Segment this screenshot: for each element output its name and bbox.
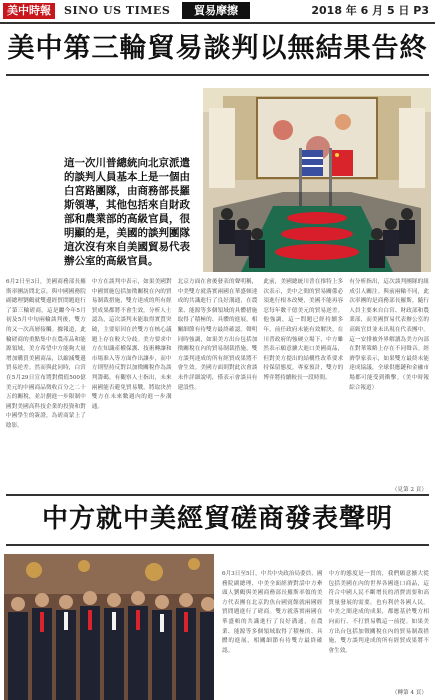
article-1-column-1: 6月2日至3日，美國商務部長羅斯率團訪問北京，與中國國務院副總理劉鶴就雙邊經貿問題進行了第三輪磋商。這是繼今年5月初及5月中旬兩輪談判後，雙方的又一次高層接觸。據報道，此輪磋商的重點集中在農產品和能源領域，美方希望中方能夠大量增加購買美國商品，以縮減雙邊貿易逆差。然而與此同時，白宮在5月29日宣布將對價值500億美元的中國商品徵收百分之二十五的關稅，並計劃進一步限制中國對美國高科技企業的投資和對中國學生的簽證，為磋商蒙上了陰影。 (6, 279, 86, 429)
divider (6, 494, 429, 496)
date-text: 2018 年 6 月 5 日 (311, 4, 410, 17)
meeting-photo-drawing (203, 88, 431, 272)
article-1-column-3: 北京方面在會後發表的聲明稱，中美雙方就落實兩國在華盛頓達成的共識進行了良好溝通，在農業、能源等多個領域的具體措施取得了積極的、具體的進展，相關細節有待雙方最終確認。聲明同時強調，如果美方出台包括加徵關稅在內的貿易制裁措施，雙方談判達成的所有經貿成果將不會生效。美國方面則對此次會談未作詳細說明，僅表示會談具有建設性。 (177, 279, 258, 391)
article-2-body (222, 570, 429, 688)
delegation-photo-drawing (4, 554, 214, 700)
headline-article-1: 美中第三輪貿易談判以無結果告終 (7, 33, 428, 64)
article-2-column-1: 6月3日至5日，中共中央政治局委員、國務院副總理、中美全面經濟對話中方牽頭人劉鶴與美國商務部長羅斯率領的美方代表團在北京釣魚台國賓館就兩國經貿問題進行了磋商。雙方就落實兩國在華盛頓的共識進行了良好溝通，在農業、能源等多個領域取得了積極的、具體的進展，相關細節有待雙方最終確認。 (222, 571, 323, 654)
divider (6, 544, 429, 546)
newspaper-logo: 美中時報 (3, 3, 55, 19)
delegation-photo (4, 554, 214, 700)
article-2-continued: （轉第 4 頁） (391, 690, 427, 696)
issue-date (311, 3, 429, 19)
article-1-continued: （見第 2 頁） (391, 487, 427, 493)
page-number: P3 (413, 4, 429, 17)
headline-article-2: 中方就中美經貿磋商發表聲明 (41, 504, 393, 534)
meeting-photo (203, 88, 431, 272)
article-1-body (6, 278, 429, 484)
lead-paragraph: 這一次川普總統向北京派遣的談判人員基本上是一個由白宮路團隊，由商務部長羅斯領導，其他包括來自財政部和農業部的高級官員，很明顯的是，美國的談判團隊這次沒有來自美國貿易代表辦公室的高級官員。 (64, 157, 190, 267)
article-1-column-4: 此前，美國總統川普在推特上多次表示，美中之間的貿易關係必須進行根本改變，美國不能再容忍每年數千億美元的貿易逆差。他強調，這一問題已經持續多年，前任政府未能有效解決。在川普政府的強硬立場下，中方雖然表示願意擴大進口美國商品，但對美方提出的結構性改革要求持保留態度。專家預計，雙方的博弈將持續較長一段時間。 (263, 279, 344, 381)
article-2-column-2: 中方的態度是一貫的，我們願意擴大從包括美國在內的世界各國進口商品，這符合中國人民不斷增長的消費需要和高質量發展的需要，也有利於各國人民。中美之間達成的成果，都應基於雙方相向而行、不打貿易戰這一前提。如果美方出台包括加徵關稅在內的貿易制裁措施，雙方談判達成的所有經貿成果將不會生效。 (328, 571, 429, 654)
divider (6, 74, 429, 76)
section-label: 貿易摩擦 (182, 2, 250, 19)
newspaper-name: SINO US TIMES (64, 4, 171, 17)
article-1-column-2: 中方在談判中表示，如果美國對中國實施包括加徵關稅在內的貿易制裁措施，雙方達成的所有經貿成果都將不會生效。分析人士認為，這次談判未能取得實質突破，主要原因在於雙方在核心議題上存在較大分歧。美方要求中方在知識產權保護、技術轉讓和市場准入等方面作出讓步，而中方則堅持反對以加徵關稅作為談判籌碼。有觀察人士指出，未來兩國能否避免貿易戰，將取決於雙方在未來數週內的進一步溝通。 (91, 279, 172, 410)
article-1-column-5: 有分析指出，這次談判團隊的組成引人關注。與前兩輪不同，此次率團的是商務部長羅斯，隨行人員主要來自白宮、財政部和農業部，而美國貿易代表辦公室的高級官員並未出現在代表團中。這一安排被外界解讀為美方內部在對華策略上存在不同聲音。經濟學家表示，如果雙方最終未能達成協議，全球供應鏈和金融市場都可能受到衝擊。（美中時報綜合報道） (349, 279, 429, 391)
